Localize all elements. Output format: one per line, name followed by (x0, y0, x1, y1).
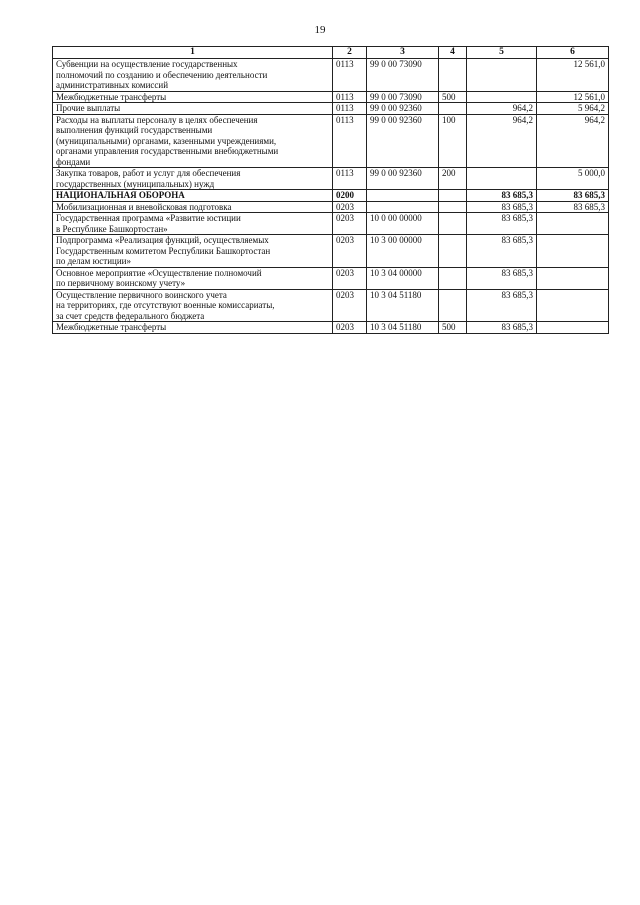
amount-col5-cell: 83 685,3 (467, 322, 537, 334)
table-row (53, 213, 609, 235)
amount-col6-cell: 83 685,3 (537, 190, 609, 202)
item-name-cell: Межбюджетные трансферты (53, 91, 333, 103)
section-code-cell: 0200 (333, 190, 367, 202)
column-header-3: 3 (367, 47, 439, 59)
expense-type-cell: 500 (439, 322, 467, 334)
table-row (53, 114, 609, 168)
column-header-4: 4 (439, 47, 467, 59)
target-item-cell: 10 3 04 00000 (367, 267, 439, 289)
amount-col6-cell (537, 267, 609, 289)
table-row (53, 267, 609, 289)
amount-col6-cell (537, 289, 609, 322)
amount-col6-cell (537, 322, 609, 334)
expense-type-cell (439, 213, 467, 235)
table-body (53, 59, 609, 334)
expense-type-cell (439, 289, 467, 322)
target-item-cell: 10 3 00 00000 (367, 235, 439, 268)
item-name-cell: Закупка товаров, работ и услуг для обеспечения государственных (муниципальных) нужд (53, 168, 333, 190)
section-code-cell: 0203 (333, 201, 367, 213)
target-item-cell: 99 0 00 92360 (367, 114, 439, 168)
target-item-cell: 10 3 04 51180 (367, 289, 439, 322)
expense-type-cell (439, 59, 467, 92)
amount-col5-cell (467, 91, 537, 103)
item-name-cell: Субвенции на осуществление государственных полномочий по созданию и обеспечению деятельности административных комиссий (53, 59, 333, 92)
target-item-cell (367, 190, 439, 202)
amount-col5-cell: 964,2 (467, 103, 537, 115)
column-header-5: 5 (467, 47, 537, 59)
amount-col6-cell (537, 213, 609, 235)
section-code-cell: 0113 (333, 91, 367, 103)
expense-type-cell (439, 201, 467, 213)
item-name-cell: НАЦИОНАЛЬНАЯ ОБОРОНА (53, 190, 333, 202)
amount-col6-cell: 5 000,0 (537, 168, 609, 190)
table-row (53, 190, 609, 202)
column-header-1: 1 (53, 47, 333, 59)
expense-type-cell (439, 235, 467, 268)
table-row (53, 235, 609, 268)
target-item-cell: 99 0 00 92360 (367, 103, 439, 115)
amount-col5-cell (467, 59, 537, 92)
table-row (53, 103, 609, 115)
amount-col5-cell: 83 685,3 (467, 201, 537, 213)
page-number: 19 (314, 24, 326, 36)
expense-type-cell (439, 190, 467, 202)
column-header-2: 2 (333, 47, 367, 59)
amount-col5-cell (467, 168, 537, 190)
section-code-cell: 0203 (333, 267, 367, 289)
amount-col5-cell: 83 685,3 (467, 289, 537, 322)
item-name-cell: Подпрограмма «Реализация функций, осуществляемых Государственным комитетом Республики Башкортостан по делам юстиции» (53, 235, 333, 268)
table-row (53, 59, 609, 92)
section-code-cell: 0113 (333, 114, 367, 168)
amount-col5-cell: 83 685,3 (467, 235, 537, 268)
section-code-cell: 0113 (333, 168, 367, 190)
amount-col6-cell (537, 235, 609, 268)
expense-type-cell (439, 267, 467, 289)
amount-col5-cell: 964,2 (467, 114, 537, 168)
expense-type-cell (439, 103, 467, 115)
amount-col5-cell: 83 685,3 (467, 267, 537, 289)
amount-col6-cell: 83 685,3 (537, 201, 609, 213)
section-code-cell: 0203 (333, 289, 367, 322)
table-header-row (53, 47, 609, 59)
target-item-cell: 99 0 00 92360 (367, 168, 439, 190)
amount-col6-cell: 5 964,2 (537, 103, 609, 115)
amount-col6-cell: 12 561,0 (537, 91, 609, 103)
table-row (53, 168, 609, 190)
target-item-cell: 99 0 00 73090 (367, 91, 439, 103)
target-item-cell (367, 201, 439, 213)
section-code-cell: 0113 (333, 59, 367, 92)
expense-type-cell: 100 (439, 114, 467, 168)
section-code-cell: 0113 (333, 103, 367, 115)
table-row (53, 201, 609, 213)
target-item-cell: 10 3 04 51180 (367, 322, 439, 334)
item-name-cell: Осуществление первичного воинского учета на территориях, где отсутствуют военные комиссариаты, за счет средств федерального бюджета (53, 289, 333, 322)
item-name-cell: Расходы на выплаты персоналу в целях обеспечения выполнения функций государственными (муниципальными) органами, казенными учреждениями, органами управления государственными внебюджетными фондами (53, 114, 333, 168)
item-name-cell: Государственная программа «Развитие юстиции в Республике Башкортостан» (53, 213, 333, 235)
item-name-cell: Мобилизационная и вневойсковая подготовка (53, 201, 333, 213)
item-name-cell: Основное мероприятие «Осуществление полномочий по первичному воинскому учету» (53, 267, 333, 289)
expense-type-cell: 500 (439, 91, 467, 103)
target-item-cell: 99 0 00 73090 (367, 59, 439, 92)
item-name-cell: Межбюджетные трансферты (53, 322, 333, 334)
section-code-cell: 0203 (333, 322, 367, 334)
amount-col5-cell: 83 685,3 (467, 213, 537, 235)
target-item-cell: 10 0 00 00000 (367, 213, 439, 235)
table-row (53, 91, 609, 103)
amount-col6-cell: 964,2 (537, 114, 609, 168)
budget-table (52, 46, 609, 334)
table-row (53, 322, 609, 334)
amount-col6-cell: 12 561,0 (537, 59, 609, 92)
item-name-cell: Прочие выплаты (53, 103, 333, 115)
section-code-cell: 0203 (333, 213, 367, 235)
amount-col5-cell: 83 685,3 (467, 190, 537, 202)
expense-type-cell: 200 (439, 168, 467, 190)
section-code-cell: 0203 (333, 235, 367, 268)
column-header-6: 6 (537, 47, 609, 59)
table-row (53, 289, 609, 322)
